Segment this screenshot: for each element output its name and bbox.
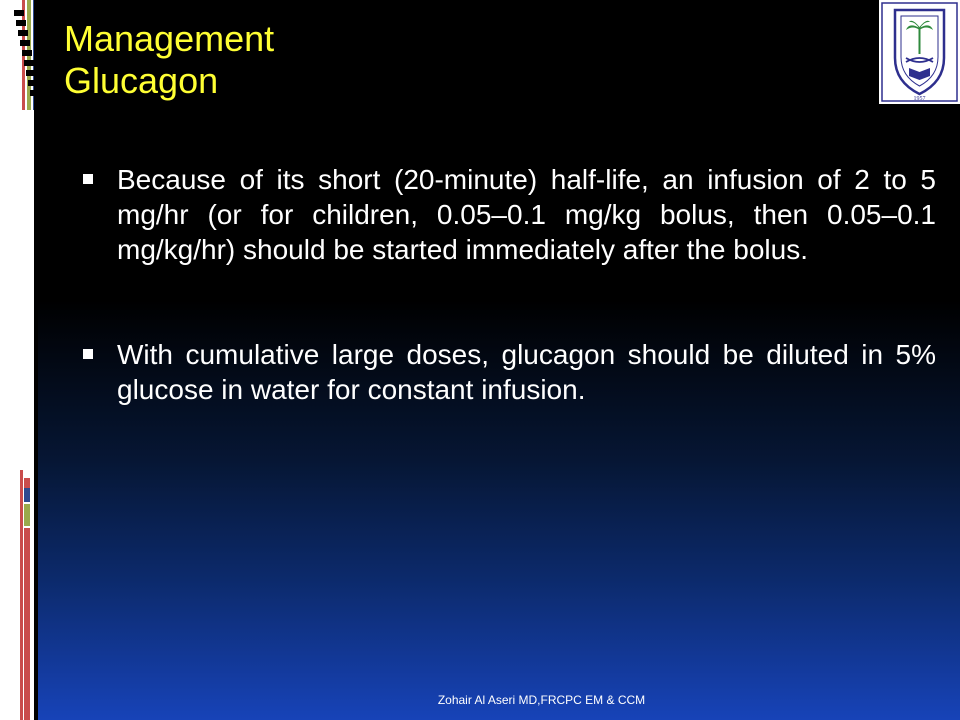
bullet-item <box>80 337 936 407</box>
bullet-text: Because of its short (20-minute) half-life, an infusion of 2 to 5 mg/hr (or for children, 0.05–0.1 mg/kg bolus, then 0.05–0.1 mg/kg/hr) should be started immediately after the bolus. <box>117 164 936 265</box>
bullet-text: With cumulative large doses, glucagon should be diluted in 5% glucose in water for constant infusion. <box>117 339 936 405</box>
king-saud-university-logo-icon <box>879 0 960 104</box>
bullet-item <box>80 162 936 267</box>
slide-body <box>80 162 936 407</box>
svg-text:1957: 1957 <box>913 96 926 102</box>
title-line-1: Management <box>64 18 275 59</box>
decorative-bars-icon <box>0 0 38 720</box>
square-bullet-icon <box>83 349 93 359</box>
university-logo <box>879 0 960 104</box>
slide-title <box>64 18 274 102</box>
slide-footer: Zohair Al Aseri MD,FRCPC EM & CCM <box>437 693 646 707</box>
square-bullet-icon <box>83 174 93 184</box>
title-line-2: Glucagon <box>64 60 219 101</box>
